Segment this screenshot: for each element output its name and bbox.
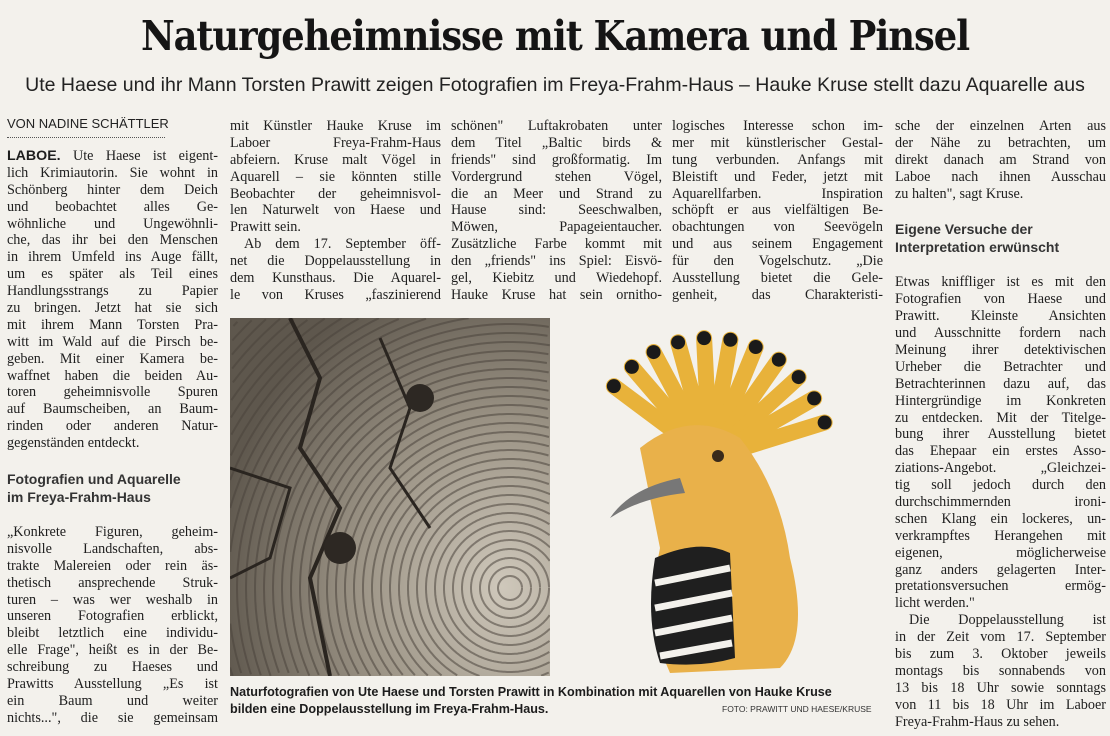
crest-tip xyxy=(807,391,821,405)
article-line: der Nähe zu betrachten, um xyxy=(895,134,1106,151)
subheadline: Ute Haese und ihr Mann Torsten Prawitt zeigen Fotografien im Freya-Frahm-Haus – Hauke Kruse stellt dazu Aquarelle aus xyxy=(25,74,1085,96)
crest-tip xyxy=(723,333,737,347)
article-line: unseren Fotografien erblickt, xyxy=(7,608,218,625)
article-line: Fotografien von Haese und xyxy=(895,291,1106,308)
article-line: für den Vogelschutz. „Die xyxy=(672,253,883,270)
article-line: Handlungsstrangs zu Papier xyxy=(7,283,218,300)
article-line: auf Baumscheiben, an Baum- xyxy=(7,401,218,418)
headline: Naturgeheimnisse mit Kamera und Pinsel xyxy=(140,12,970,60)
section-heading: Fotografien und Aquarelle xyxy=(7,471,181,488)
tree-ring-photo xyxy=(230,318,550,676)
article-line: che, das ihr bei den Menschen xyxy=(7,232,218,249)
article-line: witt im Wald auf die Pirsch be- xyxy=(7,333,218,350)
article-line: turen – was wer weshalb in xyxy=(7,591,218,608)
article-line: zu entdecken. Mit der Titelge- xyxy=(895,409,1106,426)
article-line: und Ausschnitte fordern nach xyxy=(895,325,1106,342)
article-line xyxy=(7,148,218,165)
crest-tip xyxy=(625,360,639,374)
article-line: net die Doppelausstellung in xyxy=(230,253,441,270)
article-line: lich Krimiautorin. Sie wohnt in xyxy=(7,164,218,181)
article-line: in ihrem Umfeld ins Auge fällt, xyxy=(7,249,218,266)
article-line: Freya-Frahm-Haus zu sehen. xyxy=(895,713,1060,730)
article-line: zu bringen. Jetzt hat sie sich xyxy=(7,300,218,317)
article-line: pretationsversuchen ermög- xyxy=(895,578,1106,595)
article-column-4 xyxy=(672,118,883,304)
article-line: montags bis sonnabends von xyxy=(895,662,1106,679)
article-line: verkrampftes Herangehen mit xyxy=(895,527,1106,544)
article-line: schen Klang ein lockeres, un- xyxy=(895,510,1106,527)
article-line: Die Doppelausstellung ist xyxy=(909,612,1106,629)
article-line: schreibung zu Haeses und xyxy=(7,659,218,676)
article-line: und aus seinem Engagement xyxy=(672,236,883,253)
article-line: bleibt letztlich eine individu- xyxy=(7,625,218,642)
article-line: Zusätzliche Farbe kommt mit xyxy=(451,236,662,253)
article-line: durchschimmernden ironi- xyxy=(895,494,1106,511)
article-line: das Ehepaar ein erstes Asso- xyxy=(895,443,1106,460)
article-line: Beobachter der geheimnisvol- xyxy=(230,185,441,202)
article-line: und beobachtet alles Ge- xyxy=(7,198,218,215)
article-line: rinden oder anderen Natur- xyxy=(7,418,218,435)
article-line: Vordergrund stehen Vögel, xyxy=(451,168,662,185)
article-line: ziations-Angebot. „Gleichzei- xyxy=(895,460,1106,477)
article-line: le von Kruses „faszinierend xyxy=(230,286,441,303)
article-line: bung ihrer Ausstellung bietet xyxy=(895,426,1106,443)
crest-tip xyxy=(647,345,661,359)
article-line: geben. Mit einer Kamera be- xyxy=(7,350,218,367)
article-line: toren geheimnisvolle Spuren xyxy=(7,384,218,401)
section-heading: Eigene Versuche der xyxy=(895,221,1033,238)
article-line: friends" sind großformatig. Im xyxy=(451,151,662,168)
article-line: Ausstellung bietet die Gele- xyxy=(672,270,883,287)
article-line: den „friends" ins Spiel: Eisvö- xyxy=(451,253,662,270)
article-line: Betrachterinnen dazu auf, das xyxy=(895,375,1106,392)
dateline: LABOE. xyxy=(7,148,61,164)
article-line: mer mit künstlerischer Gestal- xyxy=(672,134,883,151)
article-line: genheit, das Charakteristi- xyxy=(672,286,883,303)
article-line: gel, Kiebitz und Wiedehopf. xyxy=(451,270,662,287)
article-line: ganz anders gelagerten Inter- xyxy=(895,561,1106,578)
article-line: Hause sind: Seeschwalben, xyxy=(451,202,662,219)
article-line: licht werden." xyxy=(895,595,975,612)
article-line: tig soll jedoch durch den xyxy=(895,477,1106,494)
article-line: obachtungen von Seevögeln xyxy=(672,219,883,236)
article-line: ein Baum und weiter xyxy=(7,692,218,709)
article-line: die an Meer und Strand zu xyxy=(451,185,662,202)
article-line: Laboe nach ihnen Ausschau xyxy=(895,168,1106,185)
article-line: Prawitts Ausstellung „Es ist xyxy=(7,676,218,693)
crest-tip xyxy=(818,416,832,430)
crest-tip xyxy=(671,335,685,349)
article-line: Ab dem 17. September öff- xyxy=(244,236,441,253)
article-line: abfeiern. Kruse malt Vögel in xyxy=(230,151,441,168)
crest-tip xyxy=(607,379,621,393)
article-line: um es später als Teil eines xyxy=(7,266,218,283)
photo-credit: FOTO: PRAWITT UND HAESE/KRUSE xyxy=(722,704,872,714)
article-line: gegenständen entdeckt. xyxy=(7,435,140,452)
article-line: len Naturwelt von Haese und xyxy=(230,202,441,219)
article-line: eigenen, möglicherweise xyxy=(895,544,1106,561)
article-line: zu halten", sagt Kruse. xyxy=(895,185,1024,202)
article-line: mit ihrem Mann Torsten Pra- xyxy=(7,316,218,333)
section-heading: im Freya-Frahm-Haus xyxy=(7,489,151,506)
article-line: Prawitt sein. xyxy=(230,219,301,236)
article-line: Prawitt. Kleinste Ansichten xyxy=(895,308,1106,325)
article-line: „Konkrete Figuren, geheim- xyxy=(7,524,218,541)
article-line: Möwen, Papageientaucher. xyxy=(451,219,662,236)
article-line: mit Künstler Hauke Kruse im xyxy=(230,118,441,134)
article-line: 13 bis 18 Uhr sowie sonntags xyxy=(895,679,1106,696)
article-line: Aquarell – sie könnten stille xyxy=(230,168,441,185)
crest-tip xyxy=(772,353,786,367)
article-line: sche der einzelnen Arten aus xyxy=(895,118,1106,134)
article-line: Urheber die Betrachter und xyxy=(895,358,1106,375)
article-line: dem Titel „Baltic birds & xyxy=(451,134,662,151)
caption-line: bilden eine Doppelausstellung im Freya-Frahm-Haus. xyxy=(230,702,549,716)
article-line: direkt danach am Strand von xyxy=(895,151,1106,168)
article-line: tung verbunden. Anfangs mit xyxy=(672,151,883,168)
crest-tip xyxy=(697,331,711,345)
hoopoe-watercolor xyxy=(550,318,880,676)
article-line: Meinung ihrer detektivischen xyxy=(895,342,1106,359)
article-line: Schönberg hinter dem Deich xyxy=(7,181,218,198)
article-line: logisches Interesse schon im- xyxy=(672,118,883,134)
article-line: nisvolle Landschaften, abs- xyxy=(7,540,218,557)
article-line: Aquarellfarben. Inspiration xyxy=(672,185,883,202)
article-line: elle Frage", heißt es in der Be- xyxy=(7,642,218,659)
article-line: Etwas kniffliger ist es mit den xyxy=(895,274,1106,291)
line-text: Ute Haese ist eigent- xyxy=(72,148,218,164)
article-line: in der Zeit vom 17. September xyxy=(895,629,1106,646)
article-column-2 xyxy=(230,118,441,304)
article-line: Laboer Freya-Frahm-Haus xyxy=(230,134,441,151)
article-line: Bleistift und Feder, jetzt mit xyxy=(672,168,883,185)
article-line: waffnet haben die beiden Au- xyxy=(7,367,218,384)
byline: VON NADINE SCHÄTTLER xyxy=(7,116,169,131)
article-line: nichts...", die sie gemeinsam xyxy=(7,709,218,726)
article-column-3 xyxy=(451,118,662,304)
article-column-5 xyxy=(895,118,1106,731)
article-line: Hauke Kruse hat sein ornitho- xyxy=(451,286,662,303)
article-line: Hintergründige im Konkreten xyxy=(895,392,1106,409)
article-line: trakte Malereien oder rein äs- xyxy=(7,557,218,574)
section-heading: Interpretation erwünscht xyxy=(895,239,1060,256)
crest-tip xyxy=(749,340,763,354)
article-line: von 11 bis 18 Uhr im Laboer xyxy=(895,696,1106,713)
article-line: thetisch ansprechende Struk- xyxy=(7,574,218,591)
article-line: schönen" Luftakrobaten unter xyxy=(451,118,662,134)
article-line: schöpft er aus vielfältigen Be- xyxy=(672,202,883,219)
article-line: dem Kunsthaus. Die Aquarel- xyxy=(230,270,441,287)
byline-rule xyxy=(7,137,165,138)
article-column-1 xyxy=(7,148,218,727)
crest-tip xyxy=(792,370,806,384)
article-line: wöhnliche und Ungewöhnli- xyxy=(7,215,218,232)
caption-line: Naturfotografien von Ute Haese und Torsten Prawitt in Kombination mit Aquarellen von Hauke Kruse xyxy=(230,685,832,699)
article-line: bis zum 3. Oktober jeweils xyxy=(895,646,1106,663)
